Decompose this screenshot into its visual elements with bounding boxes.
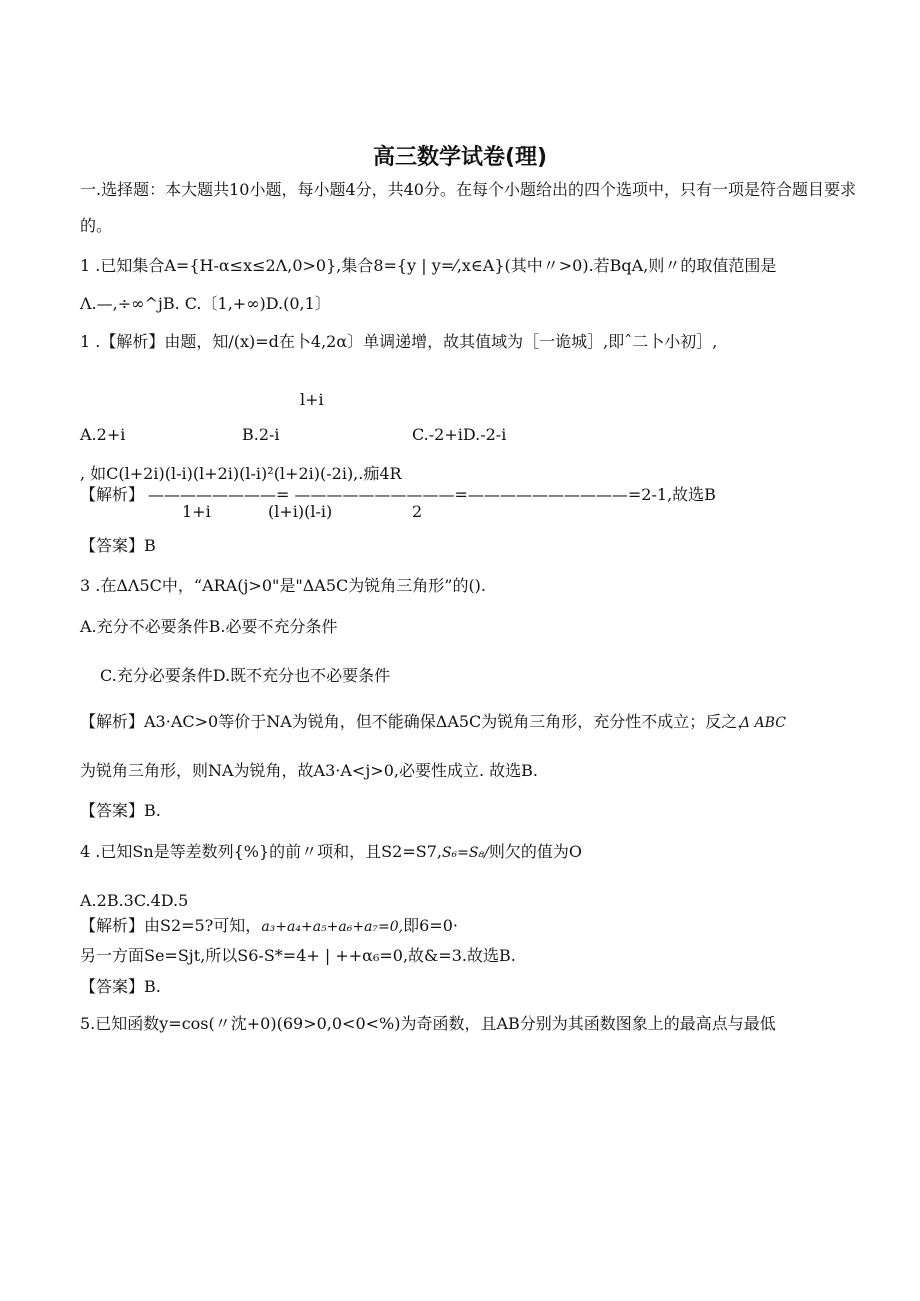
q2-option-b: B.2-i bbox=[242, 425, 280, 444]
q2-analysis-line: ————————= ——————————=——————————=2-1,故选B bbox=[148, 485, 716, 504]
q2-option-a: A.2+i bbox=[80, 425, 126, 444]
q2-option-cd: C.-2+iD.-2-i bbox=[412, 425, 507, 444]
section-heading-cont: 的。 bbox=[80, 216, 113, 235]
q1-stem: 1 .已知集合A={H-α≤x≤2Λ,0>0},集合8={y | y=⁄,x∈A}(其中〃>0).若BqA,则〃的取值范围是 bbox=[80, 256, 777, 275]
q5-stem: 5.已知函数y=cos(〃沈+0)(69>0,0<0<%)为奇函数，且AB分别为其函数图象上的最高点与最低 bbox=[80, 1014, 776, 1033]
q4-analysis-2: 另一方面Se=Sjt,所以S6-S*=4+ | ++α₆=0,故&=3.故选B. bbox=[80, 946, 516, 965]
q3-stem: 3 .在ΔΛ5C中，“ARA(j>0"是"ΔA5C为锐角三角形”的(). bbox=[80, 576, 487, 595]
q4-analysis-1-italic: a₃+a₄+a₅+a₆+a₇=0, bbox=[261, 919, 404, 935]
q3-analysis-2: 为锐角三角形，则NA为锐角，故A3·A<j>0,必要性成立. 故选B. bbox=[80, 761, 538, 780]
q2-fraction-denominator: l+i bbox=[300, 390, 324, 409]
q4-analysis-1-tail: 即6=0· bbox=[403, 916, 458, 935]
q1-options: Λ.—,÷∞^jB. C.〔1,+∞)D.(0,1〕 bbox=[80, 294, 331, 313]
q4-options: A.2B.3C.4D.5 bbox=[80, 891, 189, 910]
page-title: 高三数学试卷(理) bbox=[372, 145, 548, 170]
q3-analysis-1-tail: Δ ABC bbox=[740, 715, 786, 731]
q4-analysis-1 bbox=[80, 916, 458, 937]
q4-stem-italic: S₆=S₈/ bbox=[441, 845, 489, 861]
q4-analysis-1-text: 【解析】由S2=5?可知， bbox=[80, 916, 262, 935]
q4-stem-text: 4 .已知Sn是等差数列{%}的前〃项和，且S2=S7, bbox=[80, 842, 442, 861]
q3-analysis-1: 【解析】A3·AC>0等价于NA为锐角，但不能确保ΔA5C为锐角三角形，充分性不成立；反之， bbox=[80, 712, 754, 731]
q4-stem bbox=[80, 842, 582, 863]
section-heading: 一.选择题：本大题共10小题，每小题4分，共40分。在每个小题给出的四个选项中，只有一项是符合题目要求 bbox=[80, 180, 856, 199]
q4-stem-tail: 则欠的值为O bbox=[488, 842, 582, 861]
q2-answer: 【答案】B bbox=[80, 536, 156, 555]
q2-denominator-3: 2 bbox=[412, 502, 423, 521]
q4-answer: 【答案】B. bbox=[80, 977, 161, 996]
q2-denominator-2: (l+i)(l-i) bbox=[268, 502, 333, 521]
q2-numerator-line: , 如C(l+2i)(l-i)(l+2i)(l-i)²(l+2i)(-2i),.痂4R bbox=[80, 464, 402, 483]
q1-analysis: 1 .【解析】由题，知/(x)=d在卜4,2α〕单调递增，故其值域为［一诡城］,即ˆ二卜小初］, bbox=[80, 332, 718, 351]
q3-options-ab: A.充分不必要条件B.必要不充分条件 bbox=[80, 617, 338, 636]
q3-answer: 【答案】B. bbox=[80, 801, 161, 820]
q2-analysis-label: 【解析】 bbox=[80, 485, 145, 504]
q3-options-cd: C.充分必要条件D.既不充分也不必要条件 bbox=[100, 666, 391, 685]
q2-denominator-1: 1+i bbox=[182, 502, 211, 521]
